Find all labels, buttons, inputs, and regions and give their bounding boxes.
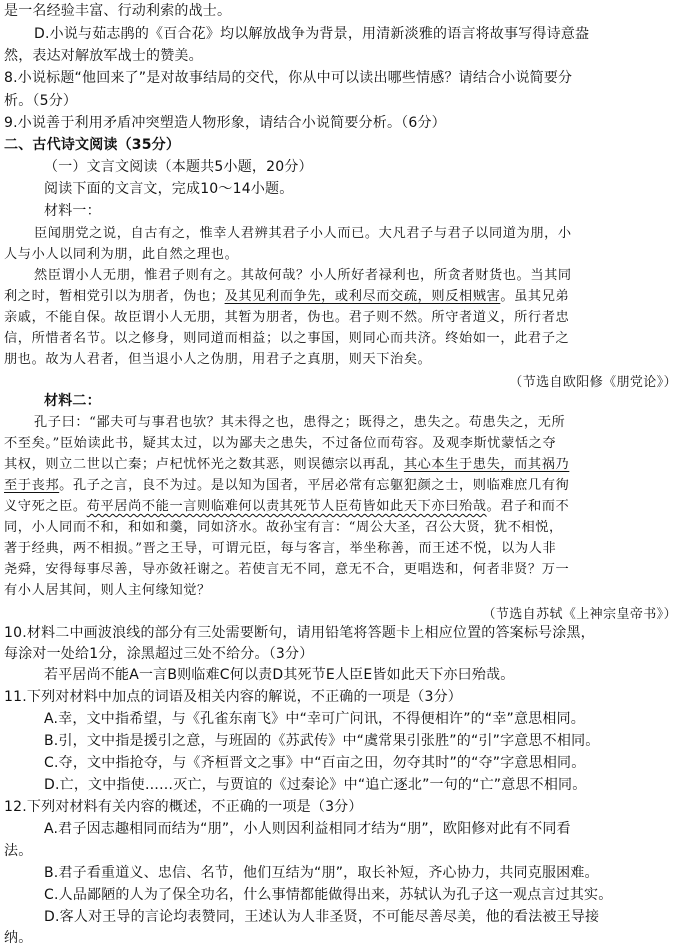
classical-text-line: 亲戚，不能自保。故臣谓小人无朋，其暂为朋者，伪也。君子则不然。所守者道义，所行者忠 [4,310,570,325]
classical-text-line [4,476,569,495]
classical-text-line: 然臣谓小人无朋，惟君子则有之。其故何哉？小人所好者禄利也，所贪者财货也。当其同 [34,268,572,283]
text-line: 纳。 [4,930,33,946]
subsection-heading: （一）文言文阅读（本题共5小题，20分） [44,159,313,175]
question-12: 12.下列对材料有关内容的概述，不正确的一项是（3分） [4,799,363,815]
classical-text-line: 不至矣。”臣始读此书，疑其太过，以为鄙夫之患失，不过备位而苟容。及观李斯忧蒙恬之夺 [4,436,557,451]
material-1-label: 材料一： [44,203,101,219]
sentence-to-punctuate: 若平居尚不能A一言B则临难C何以责D其死节E人臣E皆如此天下亦曰殆哉。 [44,667,515,683]
classical-text-line: 臣闻朋党之说，自古有之，惟幸人君辨其君子小人而已。大凡君子与君子以同道为朋，小 [34,226,572,241]
classical-text-line: 朋也。故为人君者，但当退小人之伪朋，用君子之真朋，则天下治矣。 [4,352,432,367]
classical-text-line: 有小人居其间，则人主何缘知觉？ [4,583,211,598]
classical-text-line [4,455,569,474]
classical-text-line: 孔子曰：“鄙夫可与事君也欤？其未得之也，患得之；既得之，患失之。苟患失之，无所 [34,415,566,430]
text-line: 析。（5分） [4,93,78,109]
text-line: 然，表达对解放军战士的赞美。 [4,48,203,64]
text-line: 法。 [4,843,33,859]
text-run: 。虽其兄弟 [500,289,570,304]
option-d: D.客人对王导的言论均表赞同，王述认为人非圣贤，不可能尽善尽美，他的看法被王导接 [44,909,600,925]
section-heading: 二、古代诗文阅读（35分） [4,137,181,153]
underlined-sentence: 至于丧邦 [4,478,60,493]
wavy-underlined-sentence: 苟平居尚不能一言则临难何以责其死节人臣苟皆如此天下亦曰殆哉 [86,499,487,514]
option-c: C.人品鄙陋的人为了保全功名，什么事情都能做得出来，苏轼认为孔子这一观点言过其实。 [44,887,613,903]
classical-text-line [4,287,569,306]
question-8: 8.小说标题“他回来了”是对故事结局的交代，你从中可以读出哪些情感？请结合小说简要分 [4,70,573,86]
option-d: D.亡，文中指使……灭亡，与贾谊的《过秦论》中“追亡逐北”一句的“亡”意思不相同。 [44,777,587,793]
text-run: 。孔子之言，良不为过。是以知为国者，平居必常有忘躯犯颜之士，则临难庶几有徇 [59,478,570,493]
underlined-sentence: 其心本生于患失，而其祸乃 [403,457,570,472]
option-a: A.幸，文中指希望，与《孔雀东南飞》中“幸可广问讯，不得便相许”的“幸”意思相同。 [44,711,585,727]
question-11: 11.下列对材料中加点的词语及相关内容的解说，不正确的一项是（3分） [4,689,462,705]
text-run: 利之时，暂相党引以为朋者，伪也； [4,289,225,304]
option-b: B.引，文中指是援引之意，与班固的《苏武传》中“虞常果引张胜”的“引”字意思不相同。 [44,733,600,749]
classical-text-line: 尧舜，安得每事尽善，导亦敛衽谢之。若使言无不同，意无不合，更唱迭和，何者非贤？万一 [4,562,570,577]
classical-text-line: 信，所惜者名节。以之修身，则同道而相益；以之事国，则同心而共济。终始如一，此君子之 [4,331,570,346]
source-citation: （节选自欧阳修《朋党论》） [509,375,677,390]
material-2-label: 材料二： [44,393,101,409]
classical-text-line: 人与小人以同利为朋，此自然之理也。 [4,247,239,262]
option-d-line: D.小说与茹志鹃的《百合花》均以解放战争为背景，用清新淡雅的语言将故事写得诗意盎 [34,26,590,42]
classical-text-line [4,497,569,516]
classical-text-line: 著于经典，两不相损。”晋之王导，可谓元臣，每与客言，举坐称善，而王述不悦，以为人非 [4,541,557,556]
text-line: 是一名经验丰富、行动利索的战士。 [4,3,232,19]
instruction: 阅读下面的文言文，完成10～14小题。 [44,181,294,197]
question-10: 10.材料二中画波浪线的部分有三处需要断句，请用铅笔将答题卡上相应位置的答案标号涂黑， [4,625,595,641]
option-b: B.君子看重道义、忠信、名节，他们互结为“朋”，取长补短，齐心协力，共同克服困难。 [44,865,599,881]
classical-text-line: 同，小人同而不和，和如和羹，同如济水。故孙宝有言：“周公大圣，召公大贤，犹不相悦， [4,520,563,535]
text-run: 其权，则立二世以亡秦；卢杞忧怀光之数其恶，则误德宗以再乱， [4,457,404,472]
source-citation: （节选自苏轼《上神宗皇帝书》） [482,607,677,622]
underlined-sentence: 及其见利而争先，或利尽而交疏，则反相贼害 [224,289,501,304]
question-9: 9.小说善于利用矛盾冲突塑造人物形象，请结合小说简要分析。（6分） [4,115,446,131]
option-a: A.君子因志趣相同而结为“朋”，小人则因利益相同才结为“朋”，欧阳修对此有不同看 [44,821,571,837]
text-run: 。君子和而不 [486,499,570,514]
text-line: 每涂对一处给1分，涂黑超过三处不给分。（3分） [4,646,314,662]
text-run: 义守死之臣。 [4,499,87,514]
option-c: C.夺，文中指抢夺，与《齐桓晋文之事》中“百亩之田，勿夺其时”的“夺”字意思相同。 [44,755,586,771]
